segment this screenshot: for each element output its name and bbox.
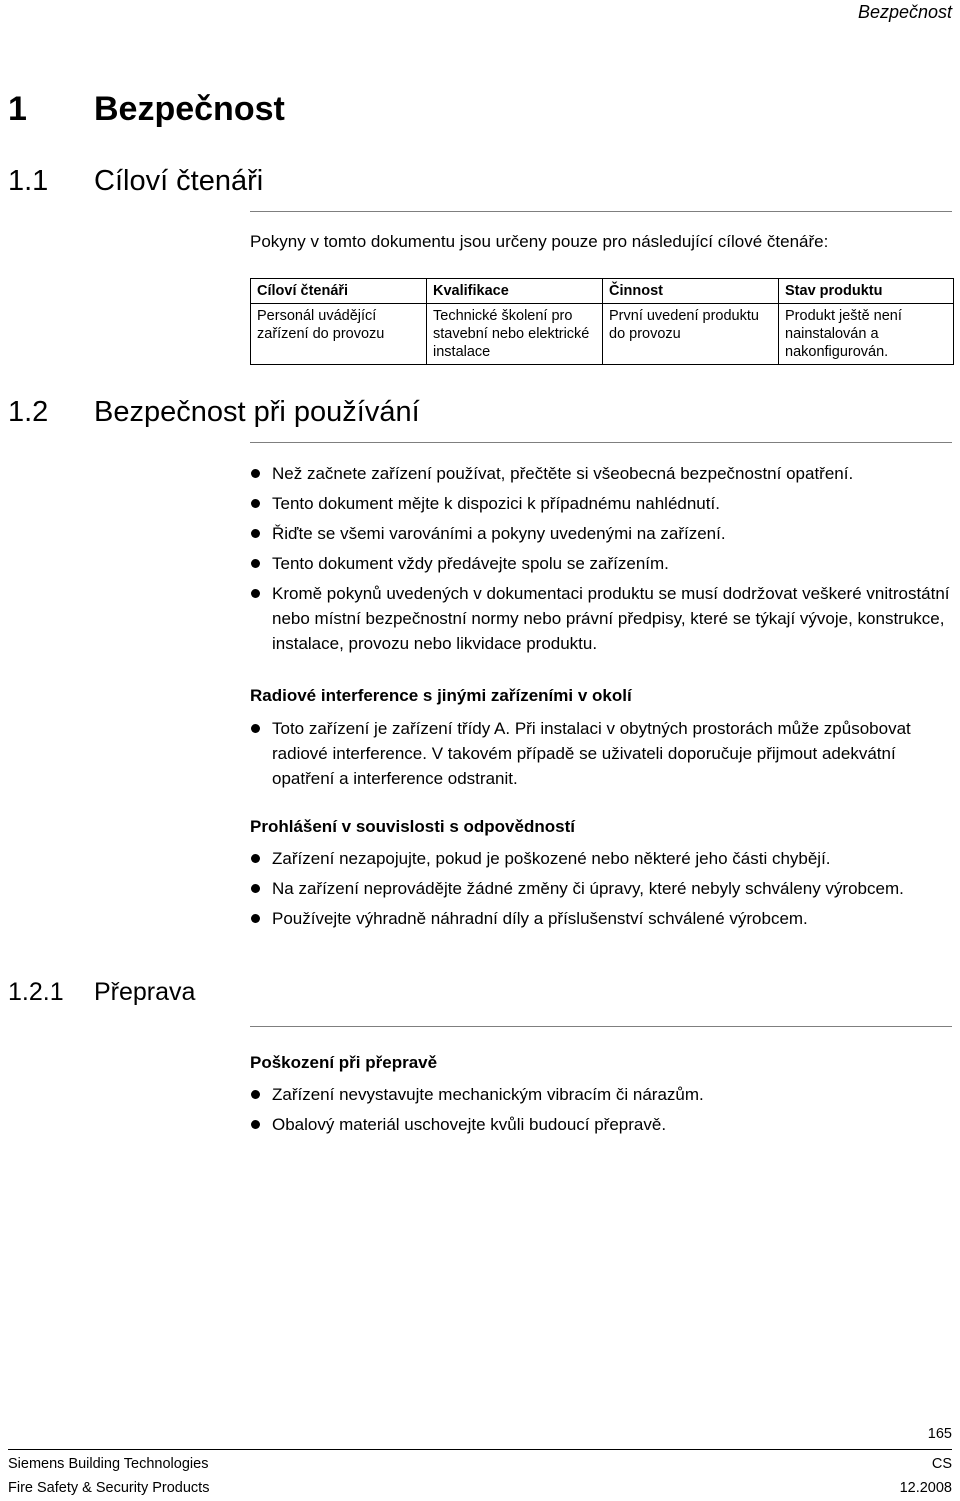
column-header: Stav produktu [779, 279, 954, 304]
section-number: 1.1 [8, 165, 49, 197]
list-item: Kromě pokynů uvedených v dokumentaci produktu se musí dodržovat veškeré vnitrostátní nebo místní bezpečnostní normy nebo právní předpisy, které se týkají vývoje, konstrukce, instalace, provozu nebo likvidace produktu. [250, 581, 954, 656]
transport-damage-list [250, 1082, 954, 1142]
bullet-icon [251, 529, 260, 538]
table-header-row [251, 279, 954, 304]
list-item: Zařízení nevystavujte mechanickým vibracím či nárazům. [250, 1082, 954, 1107]
bullet-icon [251, 499, 260, 508]
section-number: 1.2 [8, 396, 49, 428]
chapter-heading [8, 90, 285, 129]
radio-interference-list [250, 716, 954, 796]
target-readers-table [250, 278, 954, 365]
table-cell: Produkt ještě není nainstalován a nakonfigurován. [779, 304, 954, 365]
list-item: Zařízení nezapojujte, pokud je poškozené nebo některé jeho části chybějí. [250, 846, 954, 871]
section-divider [250, 211, 952, 212]
bullet-icon [251, 724, 260, 733]
footer-divider [8, 1449, 952, 1450]
section-number: 1.2.1 [8, 978, 64, 1006]
liability-list [250, 846, 954, 936]
footer-date: 12.2008 [899, 1480, 952, 1496]
liability-heading: Prohlášení v souvislosti s odpovědností [250, 817, 575, 836]
list-item: Než začnete zařízení používat, přečtěte si všeobecná bezpečnostní opatření. [250, 461, 954, 486]
page-number: 165 [927, 1426, 952, 1442]
list-item: Na zařízení neprovádějte žádné změny či úpravy, které nebyly schváleny výrobcem. [250, 876, 954, 901]
bullet-icon [251, 589, 260, 598]
list-item: Tento dokument vždy předávejte spolu se zařízením. [250, 551, 954, 576]
section-divider [250, 1026, 952, 1027]
list-item: Toto zařízení je zařízení třídy A. Při instalaci v obytných prostorách může způsobovat radiové interference. V takovém případě se uživateli doporučuje přijmout adekvátní opatření a interference odstranit. [250, 716, 954, 791]
chapter-title: Bezpečnost [94, 90, 285, 128]
footer-language: CS [931, 1456, 952, 1472]
column-header: Kvalifikace [427, 279, 603, 304]
section-divider [250, 442, 952, 443]
section-heading-transport [8, 978, 195, 1007]
list-item: Řiďte se všemi varováními a pokyny uvedenými na zařízení. [250, 521, 954, 546]
bullet-icon [251, 469, 260, 478]
bullet-icon [251, 1120, 260, 1129]
transport-damage-heading: Poškození při přepravě [250, 1053, 438, 1072]
table-cell: První uvedení produktu do provozu [603, 304, 779, 365]
section-title: Bezpečnost při používání [94, 396, 420, 428]
table-cell: Technické školení pro stavební nebo elektrické instalace [427, 304, 603, 365]
table-row [251, 304, 954, 365]
section-title: Cíloví čtenáři [94, 165, 264, 197]
bullet-icon [251, 1090, 260, 1099]
section-title: Přeprava [94, 978, 196, 1006]
list-item: Používejte výhradně náhradní díly a příslušenství schválené výrobcem. [250, 906, 954, 931]
bullet-icon [251, 884, 260, 893]
footer-company: Siemens Building Technologies [8, 1456, 209, 1472]
section-heading-target-readers [8, 165, 263, 198]
target-readers-intro: Pokyny v tomto dokumentu jsou určeny pouze pro následující cílové čtenáře: [250, 232, 829, 251]
list-item: Obalový materiál uschovejte kvůli budoucí přepravě. [250, 1112, 954, 1137]
column-header: Cíloví čtenáři [251, 279, 427, 304]
section-heading-safe-use [8, 396, 420, 429]
column-header: Činnost [603, 279, 779, 304]
list-item: Tento dokument mějte k dispozici k případnému nahlédnutí. [250, 491, 954, 516]
bullet-icon [251, 559, 260, 568]
bullet-icon [251, 914, 260, 923]
table-cell: Personál uvádějící zařízení do provozu [251, 304, 427, 365]
radio-interference-heading: Radiové interference s jinými zařízeními v okolí [250, 686, 632, 705]
footer-division: Fire Safety & Security Products [8, 1480, 210, 1496]
bullet-icon [251, 854, 260, 863]
running-header: Bezpečnost [857, 2, 952, 22]
safety-bullet-list [250, 461, 954, 661]
chapter-number: 1 [8, 90, 27, 128]
